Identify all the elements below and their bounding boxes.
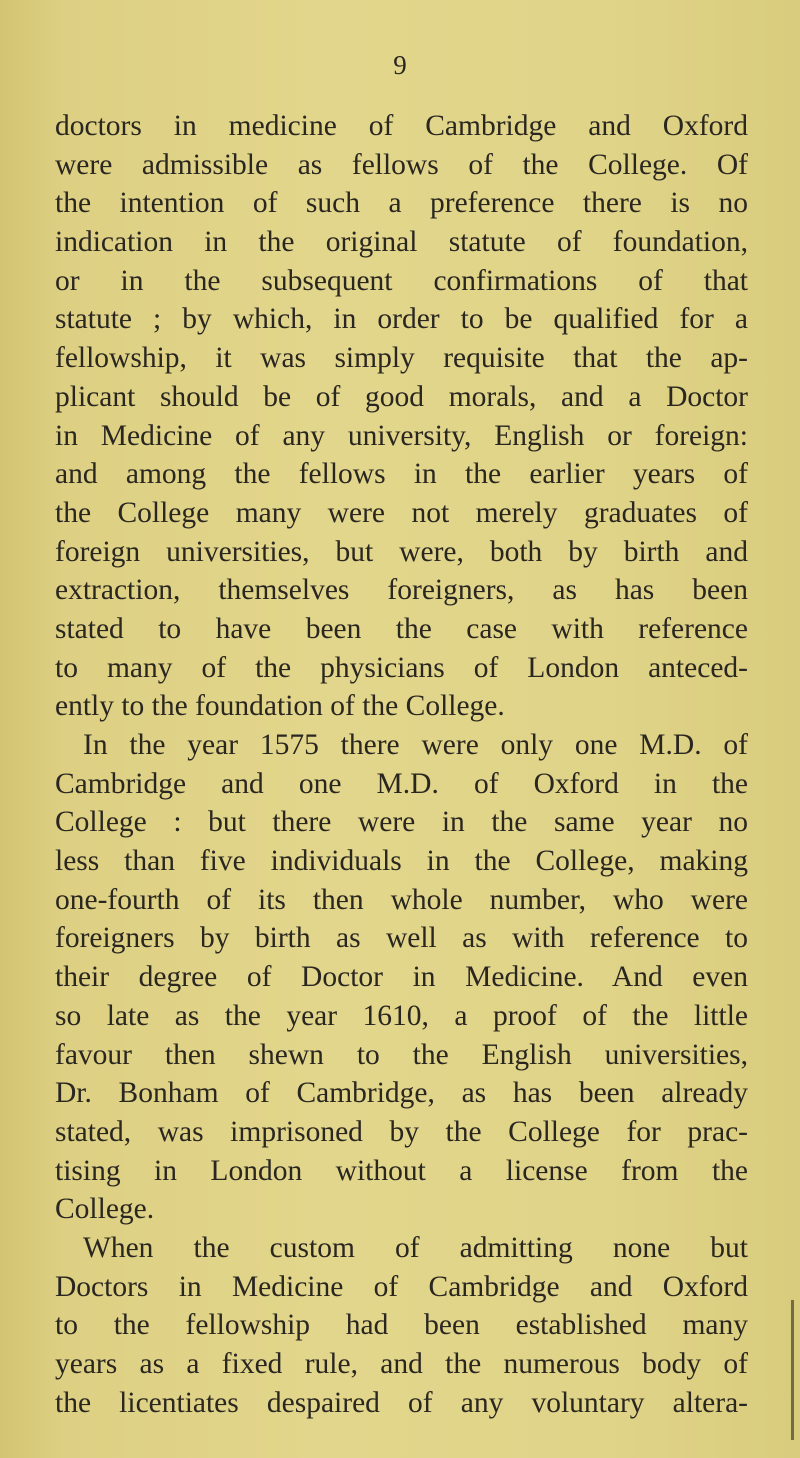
page-number: 9 <box>393 50 407 80</box>
text-line: ently to the foundation of the College. <box>55 690 505 723</box>
text-line: Doctors in Medicine of Cambridge and Oxford <box>55 1270 748 1303</box>
text-line: statute ; by which, in order to be qualified for a <box>55 303 748 336</box>
text-line: Cambridge and one M.D. of Oxford in the <box>55 767 748 800</box>
text-line: the intention of such a preference there is no <box>55 187 748 220</box>
text-line: In the year 1575 there were only one M.D. of <box>83 729 748 761</box>
text-line: their degree of Doctor in Medicine. And even <box>55 961 748 994</box>
text-line: Dr. Bonham of Cambridge, as has been already <box>55 1077 748 1110</box>
text-line: in Medicine of any university, English or foreign: <box>55 419 748 452</box>
text-line: stated to have been the case with reference <box>55 612 748 645</box>
text-line: to the fellowship had been established many <box>55 1309 748 1342</box>
text-line: stated, was imprisoned by the College for prac- <box>55 1115 748 1148</box>
text-line: When the custom of admitting none but <box>83 1231 748 1264</box>
text-line: were admissible as fellows of the College. Of <box>55 148 748 181</box>
text-line: indication in the original statute of foundation, <box>55 226 748 259</box>
text-line: doctors in medicine of Cambridge and Oxford <box>55 110 748 142</box>
text-line: to many of the physicians of London anteced- <box>55 651 748 684</box>
text-line: one-fourth of its then whole number, who were <box>55 883 748 916</box>
text-line: favour then shewn to the English universities, <box>55 1038 748 1071</box>
text-line: so late as the year 1610, a proof of the little <box>55 999 748 1032</box>
text-line: years as a fixed rule, and the numerous body of <box>55 1348 748 1380</box>
text-line: the licentiates despaired of any voluntary altera- <box>55 1386 748 1419</box>
text-line: foreign universities, but were, both by birth and <box>55 535 748 568</box>
text-line: College. <box>55 1193 155 1226</box>
text-line: College : but there were in the same year no <box>55 806 748 839</box>
body-text <box>55 107 748 1422</box>
text-line: and among the fellows in the earlier years of <box>55 458 748 491</box>
page-edge-shadow <box>791 1300 794 1440</box>
text-line: foreigners by birth as well as with reference to <box>55 922 748 955</box>
text-line: fellowship, it was simply requisite that the ap- <box>55 342 748 375</box>
text-line: less than five individuals in the College, making <box>55 845 748 878</box>
text-line: tising in London without a license from the <box>55 1154 748 1187</box>
text-line: or in the subsequent confirmations of that <box>55 264 748 297</box>
text-line: plicant should be of good morals, and a Doctor <box>55 380 748 413</box>
text-line: extraction, themselves foreigners, as has been <box>55 574 748 607</box>
text-line: the College many were not merely graduates of <box>55 496 748 529</box>
